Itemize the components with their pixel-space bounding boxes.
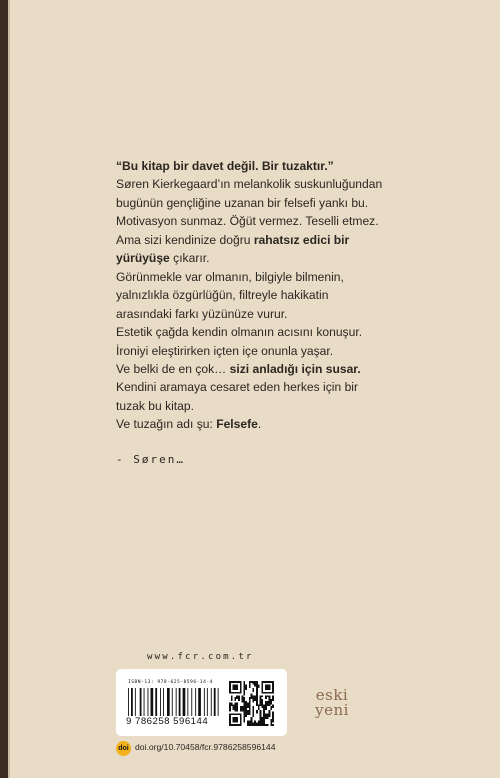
barcode-digits: 9 786258 596144: [126, 716, 209, 727]
qr-code-icon: [229, 681, 274, 726]
blurb-text-run: arasındaki farkı yüzünüze vurur.: [116, 306, 288, 321]
blurb-line: [116, 212, 436, 230]
blurb-line: [116, 286, 436, 304]
blurb-bold-text: sizi anladığı için susar.: [229, 361, 361, 376]
blurb-text-run: tuzak bu kitap.: [116, 398, 194, 413]
blurb-line: [116, 360, 436, 378]
blurb-text-run: yalnızlıkla özgürlüğün, filtreyle hakikatin: [116, 288, 329, 303]
blurb-line: [116, 415, 436, 433]
book-spine: [0, 0, 8, 778]
barcode-icon: [128, 688, 222, 716]
blurb-line: [116, 397, 436, 415]
blurb-text-run: Ve belki de en çok…: [116, 361, 230, 376]
blurb-bold-text: yürüyüşe: [116, 251, 170, 266]
blurb-line: [116, 305, 436, 323]
blurb-line: [116, 249, 436, 267]
blurb-line: [116, 175, 436, 193]
blurb-line: [116, 194, 436, 212]
signature: - Søren…: [116, 453, 185, 466]
blurb-text-run: Estetik çağda kendin olmanın acısını konuşur.: [116, 325, 363, 340]
publisher-website: www.fcr.com.tr: [147, 652, 254, 662]
blurb-text: [116, 157, 436, 434]
blurb-text-run: İroniyi eleştirirken içten içe onunla yaşar.: [116, 343, 334, 358]
barcode-card: [116, 669, 287, 736]
blurb-text-run: Søren Kierkegaard’ın melankolik suskunluğundan: [116, 177, 383, 192]
publisher-logo: [302, 688, 362, 718]
blurb-line: [116, 342, 436, 360]
doi-badge-icon: doi: [116, 741, 131, 756]
blurb-text-run: Görünmekle var olmanın, bilgiyle bilmenin,: [116, 269, 344, 284]
blurb-bold-text: “Bu kitap bir davet değil. Bir tuzaktır.”: [116, 159, 334, 173]
blurb-bold-text: Felsefe: [216, 417, 258, 432]
blurb-text-run: .: [257, 417, 262, 432]
blurb-text-run: çıkarır.: [169, 251, 210, 266]
doi-link[interactable]: doi.org/10.70458/fcr.9786258596144: [135, 742, 276, 752]
blurb-text-run: Kendini aramaya cesaret eden herkes için bir: [116, 380, 359, 395]
logo-line-2: yeni: [315, 701, 349, 719]
spine-edge: [8, 0, 10, 778]
blurb-bold-text: rahatsız edici bir: [253, 232, 350, 247]
blurb-text-run: bugünün gençliğine uzanan bir felsefi yankı bu.: [116, 195, 369, 210]
blurb-text-run: Ve tuzağın adı şu:: [116, 417, 217, 432]
blurb-line: [116, 323, 436, 341]
blurb-line: [116, 157, 436, 175]
isbn-label: ISBN-13: 978-625-8596-14-4: [128, 680, 213, 685]
blurb-line: [116, 378, 436, 396]
blurb-text-run: Ama sizi kendinize doğru: [116, 232, 254, 247]
blurb-text-run: Motivasyon sunmaz. Öğüt vermez. Teselli etmez.: [116, 214, 379, 229]
blurb-line: [116, 231, 436, 249]
blurb-line: [116, 268, 436, 286]
logo-line-1: eski: [315, 686, 349, 704]
